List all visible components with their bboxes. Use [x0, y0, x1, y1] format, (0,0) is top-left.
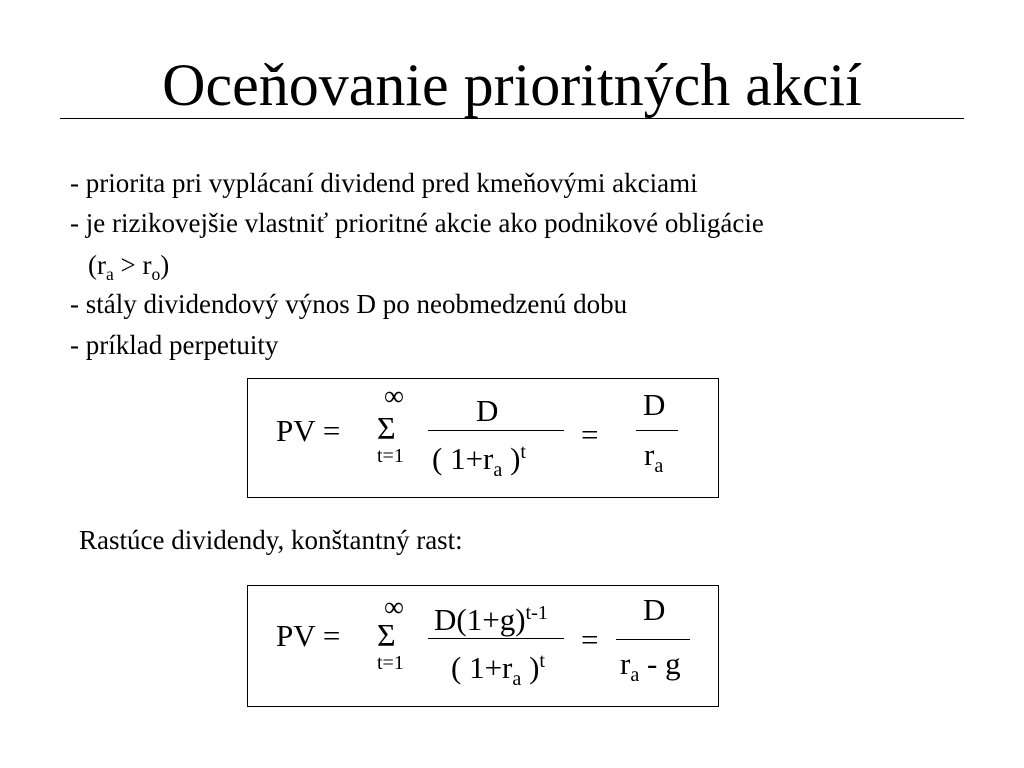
result-denominator: $r_a$ - g — [620, 646, 681, 687]
numerator: D — [476, 393, 499, 428]
infinity-symbol: ∞ — [384, 381, 404, 412]
fraction-bar — [428, 430, 564, 431]
bullet-priority: - priorita pri vyplácaní dividend pred kmeňovými akciami — [70, 168, 698, 198]
sum-lower-bound: t=1 — [377, 445, 404, 467]
equals-sign: = — [581, 417, 599, 452]
page-title: Oceňovanie prioritných akcií — [162, 52, 862, 118]
result-numerator: D — [643, 592, 666, 627]
formula-perpetuity-box — [247, 378, 719, 498]
bullet-risk: - je rizikovejšie vlastniť prioritné akcie ako podnikové obligácie — [70, 208, 764, 238]
bullet-dividend: - stály dividendový výnos D po neobmedzenú dobu — [70, 289, 628, 319]
formula-growth-box — [247, 585, 719, 707]
title-divider — [60, 118, 964, 119]
pv-label: PV = — [276, 618, 341, 653]
denominator: ( $1+r_a$ )$^t$ — [432, 440, 527, 482]
sum-lower-bound: t=1 — [377, 652, 404, 674]
growth-section-label: Rastúce dividendy, konštantný rast: — [79, 525, 463, 555]
sigma-symbol: Σ — [377, 410, 396, 446]
fraction-bar — [428, 638, 564, 639]
denominator: ( $1+r_a$ )$^t$ — [451, 649, 546, 691]
result-numerator: D — [643, 387, 666, 422]
bullet-perpetuity: - príklad perpetuity — [70, 330, 279, 360]
equals-sign: = — [581, 622, 599, 657]
numerator: $D(1+g)^{t-1}$ — [434, 601, 548, 637]
pv-label: PV = — [276, 413, 341, 448]
result-fraction-bar — [616, 639, 690, 640]
result-denominator: $r_a$ — [644, 437, 664, 478]
bullet-risk-condition: $(r_a > r_o)$ — [88, 250, 170, 285]
sigma-symbol: Σ — [377, 617, 396, 653]
result-fraction-bar — [636, 430, 678, 431]
infinity-symbol: ∞ — [384, 592, 404, 623]
